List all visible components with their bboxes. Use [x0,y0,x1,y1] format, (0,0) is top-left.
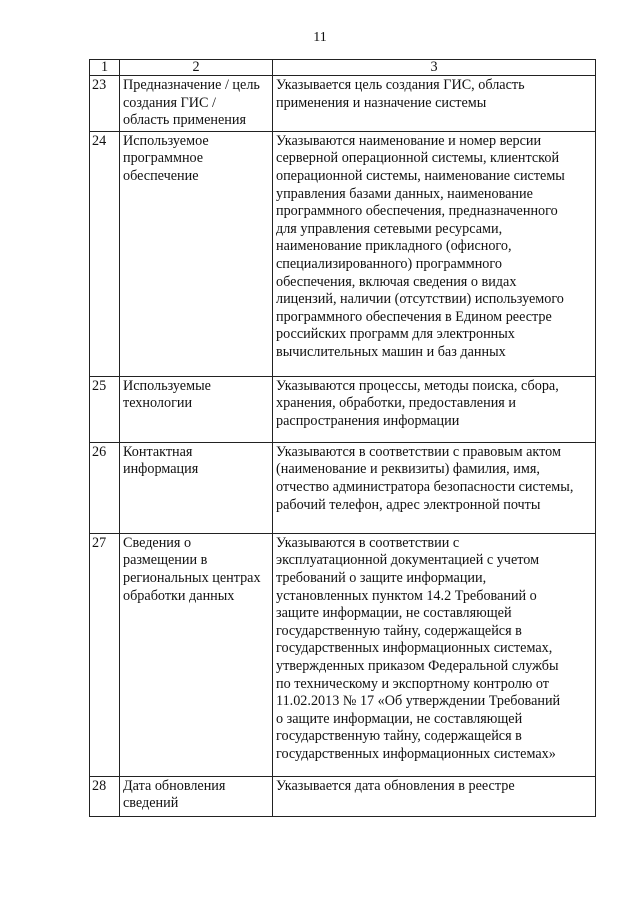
row-field-name: Контактная информация [120,442,273,533]
registry-table [89,59,596,817]
column-header-3: 3 [273,60,596,76]
table-row-27 [90,533,596,776]
row-field-name: Дата обновления сведений [120,776,273,816]
table-row-23 [90,76,596,132]
row-field-name: Используемые технологии [120,376,273,442]
row-number: 23 [90,76,120,132]
row-description: Указывается цель создания ГИС, область применения и назначение системы [273,76,596,132]
row-description: Указываются в соответствии с правовым актом (наименование и реквизиты) фамилия, имя, отчество администратора безопасности системы, рабочий телефон, адрес электронной почты [273,442,596,533]
column-header-1: 1 [90,60,120,76]
row-number: 28 [90,776,120,816]
row-description: Указываются процессы, методы поиска, сбора, хранения, обработки, предоставления и распространения информации [273,376,596,442]
table-row-24 [90,131,596,376]
row-description: Указываются в соответствии с эксплуатационной документацией с учетом требований о защите информации, установленных пунктом 14.2 Требований о защите информации, не составляющей государственную тайну, содержащейся в государственных информационных системах, утвержденных приказом Федеральной службы по техническому и экспортному контролю от 11.02.2013 № 17 «Об утверждении Требований о защите информации, не составляющей государственную тайну, содержащейся в государственных информационных системах» [273,533,596,776]
column-header-2: 2 [120,60,273,76]
row-field-name: Предназначение / цель создания ГИС / область применения [120,76,273,132]
row-number: 27 [90,533,120,776]
row-number: 25 [90,376,120,442]
row-number: 26 [90,442,120,533]
table-header-row [90,60,596,76]
row-description: Указывается дата обновления в реестре [273,776,596,816]
row-description: Указываются наименование и номер версии серверной операционной системы, клиентской операционной системы, наименование системы управления базами данных, наименование программного обеспечения, предназначенного для управления сетевыми ресурсами, наименование прикладного (офисного, специализированного) программного обеспечения, включая сведения о видах лицензий, наличии (отсутствии) используемого программного обеспечения в Едином реестре российских программ для электронных вычислительных машин и баз данных [273,131,596,376]
table-row-28 [90,776,596,816]
table-row-26 [90,442,596,533]
page-number: 11 [313,30,327,45]
table-row-25 [90,376,596,442]
row-number: 24 [90,131,120,376]
row-field-name: Используемое программное обеспечение [120,131,273,376]
row-field-name: Сведения о размещении в региональных центрах обработки данных [120,533,273,776]
